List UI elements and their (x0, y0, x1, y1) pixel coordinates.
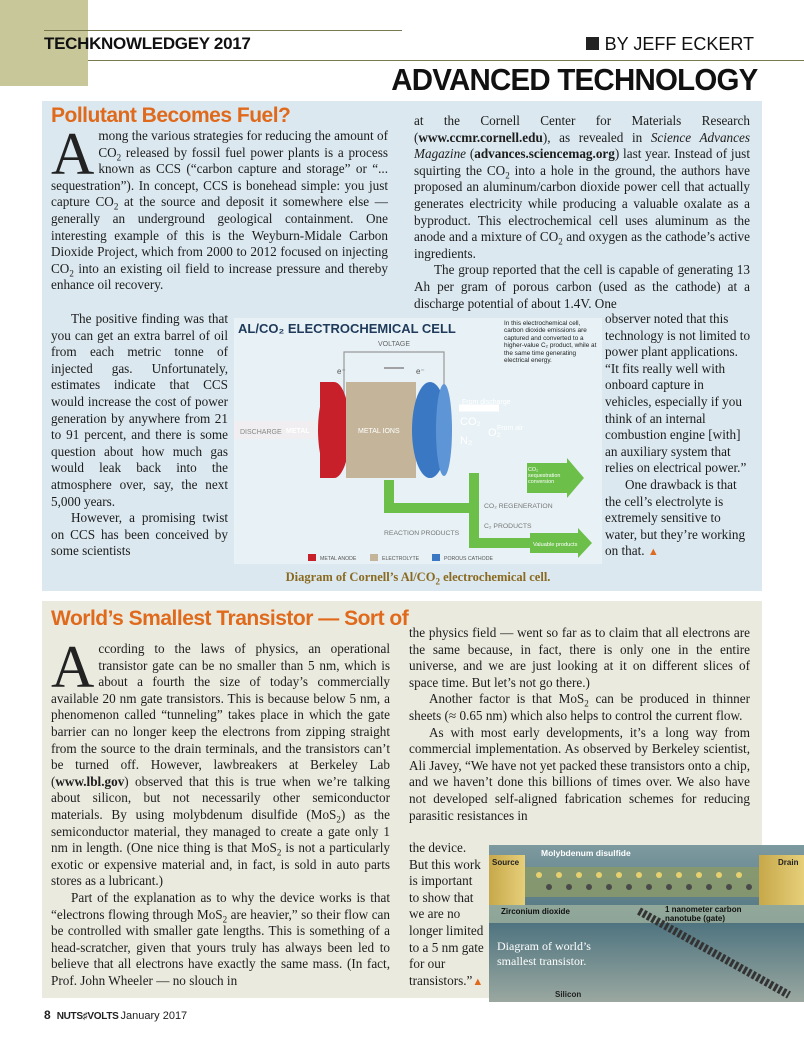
text-run: can be produced in thinner sheets (≈ 0.65 nm) which also helps to control the current flow. (409, 691, 750, 723)
text-run: Part of the explanation as to why the device works is that “electrons flowing through MoS (51, 889, 390, 922)
seq-label: CO₂ sequestration conversion (528, 467, 561, 485)
text-run: at the source and deposit it somewhere else — generally an underground geological containment. One interesting example of this is the Weyburn-Midale Carbon Dioxide Project, which from 2000 to 2012 focused on injecting CO (51, 194, 388, 276)
diagram-note (504, 320, 600, 382)
metal-ions-label: METAL IONS (358, 428, 400, 435)
diagram-title: AL/CO₂ ELECTROCHEMICAL CELL (238, 321, 456, 336)
molybdenum-label: Molybdenum disulfide (541, 848, 631, 858)
end-mark-icon: ▲ (647, 546, 659, 559)
text-run: ) observed that this is true when we’re talking about silicon, but not necessarily other semiconductor materials. By using molybdenum disulfide (MoS (51, 773, 390, 822)
article1-column1b (51, 311, 228, 560)
footer (44, 1008, 187, 1022)
paragraph: The positive finding was that you can get an extra barrel of oil from each metric tonne of injected gas. Unfortunately, estimates indicate that CCS would increase the cost of power generation by anywhere from 21 to 91 percent, and there is some question about how much gas would leak back into the atmosphere over, say, the next 5,000 years. (51, 311, 228, 509)
lbl-link[interactable]: www.lbl.gov (55, 773, 125, 789)
o2-label: O₂ (488, 427, 501, 439)
products-label: C₂ PRODUCTS (484, 523, 532, 530)
journal-name: Science Advances Magazine (414, 129, 750, 162)
reaction-label: REACTION PRODUCTS (384, 530, 460, 537)
subscript: 2 (505, 170, 510, 181)
anode-block (320, 382, 334, 478)
text-run: ccording to the laws of physics, an operational transistor gate can be no smaller than 5 nm, which is about a fourth the size of today’s commercially available 20 nm gate transistors. This is because below 5 nm, a phenomenon called “tunneling” takes place in which the gate barrier can no longer keep the electrons from zipping straight from the source to the drain terminals, and the transistors can’t be turned off. However, lawbreakers at Berkeley Lab ( (51, 641, 390, 789)
zirconium-label-box (501, 907, 591, 931)
paragraph: observer noted that this technology is not limited to power plant applications. “It fits really well with onboard capture in vehicles, especially if you think of an internal combustion engine [with] an auxiliary system that relies on electrical power.” (605, 311, 751, 476)
voltage-label: VOLTAGE (378, 341, 411, 348)
text-run: Another factor is that MoS (429, 691, 585, 707)
cathode-face (436, 384, 452, 476)
seq-label-box (528, 467, 572, 493)
text-run: released by fossil fuel power plants is a process known as CCS (“carbon capture and storage” or “... sequestration”). In concept, CCS is bonehead simple: you just capture CO (51, 144, 388, 210)
dropcap: A (51, 121, 95, 187)
n2-label: N₂ (460, 435, 473, 447)
subscript: 2 (116, 152, 122, 163)
regeneration-label: CO₂ REGENERATION (484, 503, 553, 510)
science-link[interactable]: advances.sciencemag.org (474, 146, 615, 162)
legend-electrolyte-swatch (370, 554, 378, 561)
series-title: TECHKNOWLEDGEY 2017 (44, 34, 251, 53)
discharge-label: DISCHARGE (240, 429, 282, 436)
text-run: at the Cornell Center for Materials Research ( (414, 113, 750, 145)
cornell-link[interactable]: www.ccmr.cornell.edu (418, 129, 543, 145)
text-run: are heavier,” so their flow can be controlled with smaller gate lengths. This is something of a head-scratcher, given that yours truly has always been led to believe that all electrons have exactly the same mass. (In fact, Prof. John Wheeler — no slouch in (51, 906, 390, 988)
zirconium-label: Zirconium dioxide (501, 907, 570, 916)
metal-label: METAL (286, 428, 310, 435)
text-run: into an existing oil field to increase pressure and thereby enhance oil recovery. (51, 260, 388, 293)
diagram1-caption (234, 570, 602, 585)
article1-title: Pollutant Becomes Fuel? (51, 104, 291, 127)
text-run: is not a particularly exotic or expensive material and, in fact, is sold in auto parts stores as a lubricant.) (51, 840, 391, 889)
caption-text: Diagram of Cornell’s Al/CO (285, 570, 436, 584)
caption-text: electrochemical cell. (439, 570, 551, 584)
electron-label-2: e⁻ (416, 367, 425, 376)
nanotube-label: 1 nanometer carbon nanotube (gate) (665, 905, 742, 923)
diagram2-caption-box (497, 939, 627, 975)
from-discharge-label: From discharge (462, 399, 511, 406)
square-bullet-icon (586, 37, 599, 50)
valuable-arrowhead (578, 528, 592, 558)
paragraph: The group reported that the cell is capable of generating 13 Ah per gram of porous carbon (used as the cathode) at a discharge potential of about 1.4V. One (414, 262, 750, 311)
from-air-label: From air (497, 425, 524, 432)
text-run: ) last year. Instead of just squirting the CO (414, 146, 750, 178)
cell-diagram-svg (234, 318, 602, 564)
brand-logo: NUTS♯VOLTS (56, 1011, 119, 1022)
legend-electrolyte-label: ELECTROLYTE (382, 556, 420, 562)
subscript: 2 (558, 236, 563, 247)
reaction-arrow (389, 480, 474, 508)
byline (586, 34, 754, 55)
text-run: into a hole in the ground, the authors have proposed an aluminum/carbon dioxide power cell that actually generates electricity while producing a valuable oxalate as a byproduct. This electrochemical cell uses aluminum as the anode and a mixture of CO (414, 162, 750, 245)
byline-text: BY JEFF ECKERT (604, 34, 754, 54)
article1-column3 (605, 311, 751, 561)
valuable-label: Valuable products (533, 542, 578, 548)
drain-label: Drain (778, 858, 799, 867)
paragraph: One drawback is that the cell’s electrolyte is extremely sensitive to water, but they’re working on that. (605, 476, 746, 559)
transistor-diagram (489, 845, 804, 1002)
page-number: 8 (44, 1008, 51, 1022)
source-label: Source (492, 858, 520, 867)
co2-label: CO₂ (460, 416, 481, 428)
issue-date: January 2017 (120, 1010, 188, 1022)
paragraph: As with most early developments, it’s a long way from commercial implementation. As observed by Berkeley scientist, Ali Javey, “We have not yet packed these transistors onto a chip, and we haven’t done this billions of times over. We also have not developed self-aligned fabrication schemes for reducing parasitic resistances in (409, 724, 750, 823)
end-mark-icon: ▲ (472, 975, 484, 988)
article2-column2 (409, 625, 750, 824)
subscript: 2 (69, 268, 74, 279)
legend-anode-label: METAL ANODE (320, 556, 357, 562)
section-title: ADVANCED TECHNOLOGY (391, 62, 758, 97)
diagram2-caption: Diagram of world’s smallest transistor. (497, 939, 591, 968)
paragraph: However, a promising twist on CCS has been conceived by some scientists (51, 510, 228, 559)
subscript: 2 (113, 202, 119, 213)
paragraph: the physics field — went so far as to claim that all electrons are the same because, in fact, there is only one in the entire universe, and we are just looking at it on different slices of space time. But let’s not go there.) (409, 625, 750, 690)
header-rule-top (44, 30, 402, 31)
dropcap: A (51, 634, 95, 700)
electron-label-1: e⁻ (337, 367, 346, 376)
legend-cathode-label: POROUS CATHODE (444, 556, 493, 562)
text-run: ) as the semiconductor material, they managed to create a gate only 1 nm in length. (One nice thing is that MoS (51, 806, 390, 856)
mos2-layer (525, 867, 759, 897)
text-run: mong the various strategies for reducing the amount of CO (98, 128, 388, 160)
diagram-note-text: In this electrochemical cell, carbon dioxide emissions are captured and converted to a higher-value C₂ product, while at the same time generating electrical energy. (504, 320, 597, 365)
paragraph: the device. But this work is important to show that we are no longer limited to a 5 nm gate for our transistors.” (409, 840, 484, 988)
silicon-label: Silicon (555, 990, 582, 999)
article2-title: World’s Smallest Transistor — Sort of (51, 607, 409, 630)
legend-anode-swatch (308, 554, 316, 561)
subscript: 2 (435, 576, 440, 587)
nanotube-label-box (665, 905, 775, 931)
subscript: 2 (222, 914, 228, 925)
text-run: and oxygen as the cathode’s active ingredients. (414, 229, 750, 261)
subscript: 2 (584, 699, 589, 710)
electrochemical-cell-diagram (234, 318, 602, 564)
transistor-svg (489, 845, 804, 1002)
subscript: 2 (336, 814, 341, 825)
text-run: ( (466, 146, 475, 162)
article2-column2-tail (409, 840, 485, 990)
text-run: ), as revealed in (542, 129, 651, 145)
article1-column1 (51, 121, 388, 294)
legend-cathode-swatch (432, 554, 440, 561)
article1-column2 (414, 113, 750, 312)
header-rule (88, 60, 804, 61)
subscript: 2 (276, 847, 282, 858)
article2-column1 (51, 634, 391, 989)
